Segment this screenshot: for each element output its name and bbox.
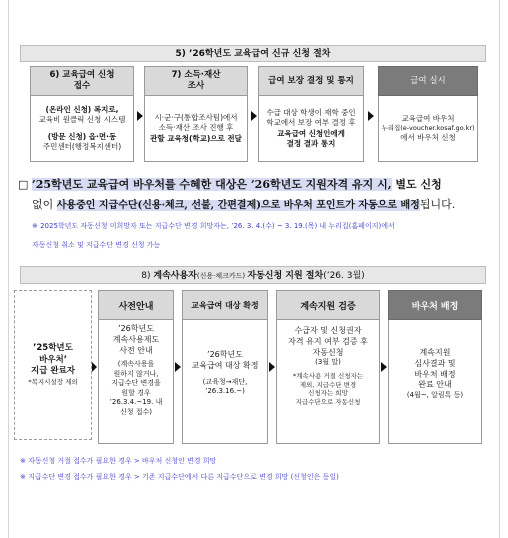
title-part: 8)	[141, 271, 154, 281]
checkbox-bullet-icon: □	[18, 178, 29, 191]
voucher-assign-body	[388, 320, 482, 444]
body-line: 원할 경우	[121, 388, 151, 397]
paragraph-text: 없이	[32, 198, 57, 211]
body-line: 지급수단으로 자동신청	[295, 398, 361, 407]
body-line: 완료 안내	[418, 380, 452, 390]
step-payment-body	[378, 96, 478, 162]
pre-notice-body	[98, 320, 174, 444]
body-line: 학교에서 보장 여부 결정 후	[266, 118, 356, 128]
verification-head: 계속지원 검증	[276, 290, 380, 320]
arrow-right-icon	[137, 111, 143, 121]
step-apply-body	[30, 96, 134, 162]
pre-notice-head: 사전안내	[98, 290, 174, 320]
arrow-right-icon	[381, 362, 387, 372]
body-line: 지급수단 변경을	[111, 379, 161, 388]
body-line: 원하지 않거나,	[113, 369, 159, 378]
body-line: 수급 대상 학생이 재학 중인	[266, 108, 356, 118]
highlight-text: 사용중인 지급수단(신용·체크, 선불, 간편결제)으로 바우처 포인트가 자동으로 배정	[56, 200, 420, 211]
body-line: 주민센터(행정복지센터)	[42, 141, 122, 151]
auto-application-paragraph	[18, 175, 494, 216]
body-line: 계속지원	[419, 348, 451, 357]
body-line: 시·군·구(통합조사팀)에서	[154, 113, 238, 123]
step-decision-head: 급여 보장 결정 및 통지	[258, 66, 364, 96]
target-confirm-body	[182, 320, 268, 444]
title-part: (신용·체크카드)	[196, 272, 248, 280]
title-part: 자동신청 지원 절차	[247, 271, 324, 281]
note-line: ※ 2025학년도 자동신청 미희망자 또는 지급수단 변경 희망자는, ’26. 3. 4.(수) ~ 3. 19.(목) 내 누리집(홈페이지)에서	[32, 222, 395, 230]
arrow-right-icon	[175, 362, 181, 372]
body-line: 심사결과 및	[414, 358, 456, 368]
body-line: ’26.3.16.~)	[205, 387, 245, 396]
section5-title	[20, 45, 486, 62]
title-part: (’26. 3월)	[323, 271, 365, 281]
note-line: 자동신청 취소 및 지급수단 변경 신청 가능	[32, 241, 161, 249]
section8-title	[20, 266, 486, 284]
arrow-right-icon	[368, 111, 374, 121]
body-line: *계속사용 거절 신청자는	[292, 371, 364, 380]
verification-body	[276, 320, 380, 444]
arrow-right-icon	[269, 362, 275, 372]
body-line: 교육비 원클릭 신청 시스템	[38, 115, 126, 125]
body-line: 바우처 배정	[414, 369, 456, 379]
footnote-line: ※ 지급수단 변경 접수가 필요한 경우 > 기존 지급수단에서 다른 지급수단으로 변경 희망 (신청인은 동일)	[20, 473, 339, 481]
body-line: 신청 접수)	[119, 407, 152, 416]
body-line: 관할 교육청(학교)으로 전달	[150, 133, 242, 143]
step-survey-head: 7) 소득·재산 조사	[144, 66, 248, 96]
body-line: 자격 유지 여부 검증 후	[288, 336, 368, 346]
body-line: 수급자 및 신청권자	[294, 326, 362, 335]
voucher-assign-head: 바우처 배정	[388, 290, 482, 320]
body-line: 교육급여 바우처	[401, 113, 455, 123]
body-line: ’26.3.4.~19. 내	[109, 398, 163, 407]
body-line: 제외, 지급수단 변경	[299, 380, 357, 389]
body-line: 누리집(e-voucher.kosaf.go.kr)	[381, 124, 475, 133]
left-line: 지급 완료자	[30, 366, 75, 377]
arrow-right-icon	[251, 111, 257, 121]
body-line: 결정 결과 통지	[286, 138, 336, 148]
section5-title-text: 5) ’26학년도 교육급여 신규 신청 절차	[175, 49, 331, 59]
step-payment-head: 급여 실시	[378, 66, 478, 96]
step-survey-body	[144, 96, 248, 162]
body-line: (온라인 신청) 복지로,	[45, 105, 119, 115]
body-line: (교육청→재단,	[202, 377, 248, 386]
body-line: 에서 바우처 신청	[400, 132, 456, 142]
auto-cancel-note	[32, 220, 492, 252]
body-line: 자동신청	[312, 347, 344, 357]
body-line: ’26학년도	[118, 324, 154, 333]
left-line: ’25학년도	[33, 343, 73, 354]
body-line: 소득·재산 조사 진행 후	[158, 123, 234, 133]
left-line: *복지시설장 제외	[28, 377, 78, 386]
paragraph-text: 됩니다.	[419, 198, 456, 211]
body-line: 사전 안내	[119, 345, 153, 355]
step-apply-head: 6) 교육급여 신청 접수	[30, 66, 134, 96]
body-line: 교육급여 대상 확정	[191, 360, 259, 370]
body-line: 신청자는 희망	[308, 389, 348, 398]
arrow-right-icon	[92, 362, 97, 372]
body-line: 계속사용제도	[112, 334, 160, 344]
left-line: 바우처’	[39, 354, 67, 365]
highlight-text: ’25학년도 교육급여 바우처를 수혜한 대상은 ’26학년도 지원자격 유지 시,	[31, 178, 392, 191]
previous-recipient-box	[14, 290, 92, 440]
paragraph-text: 별도 신청	[391, 178, 442, 191]
footnote-line: ※ 자동신청 거절 접수가 필요한 경우 > 바우처 신청인 변경 희망	[20, 457, 217, 465]
title-part: 계속사용자	[153, 271, 197, 281]
step-decision-body	[258, 96, 364, 162]
body-line: (계속사용을	[117, 360, 155, 369]
body-line: (3월 말)	[315, 358, 341, 367]
body-line: (4월~, 알림톡 등)	[406, 391, 464, 400]
body-line: ’26학년도	[207, 350, 243, 359]
target-confirm-head: 교육급여 대상 확정	[182, 290, 268, 320]
footnotes	[20, 455, 490, 483]
body-line: (방문 신청) 읍·면·동	[47, 131, 117, 141]
body-line: 교육급여 신청인에게	[277, 128, 345, 138]
